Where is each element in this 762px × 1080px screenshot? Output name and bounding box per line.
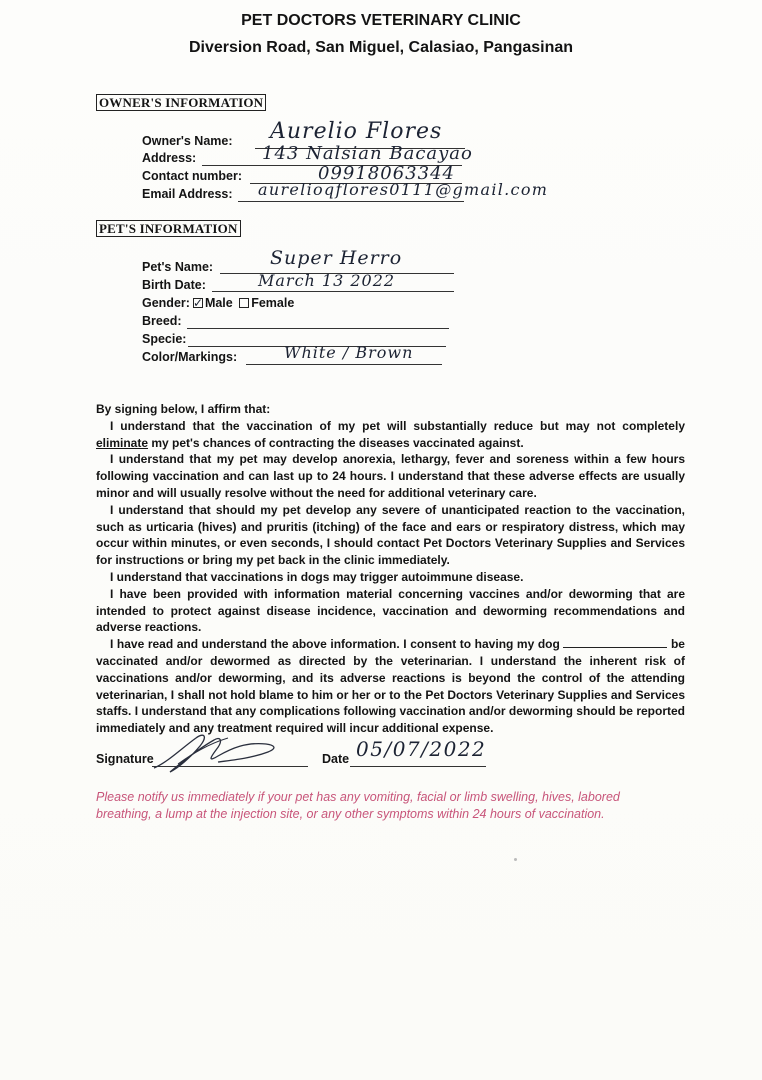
consent-paragraph-4: I understand that vaccinations in dogs may trigger autoimmune disease. xyxy=(110,569,524,584)
speck xyxy=(514,858,517,861)
specie-row xyxy=(142,331,186,348)
gender-label: Gender: xyxy=(142,296,190,310)
color-row xyxy=(142,349,237,366)
owner-section-title: OWNER'S INFORMATION xyxy=(96,94,266,111)
owner-contact-row xyxy=(142,168,242,185)
owner-name-row xyxy=(142,133,233,150)
breed-row xyxy=(142,313,182,330)
gender-row xyxy=(142,295,294,312)
specie-label: Specie: xyxy=(142,332,187,346)
gender-male-label: Male xyxy=(204,296,233,310)
owner-email-row xyxy=(142,186,233,203)
consent-paragraph-3: I understand that should my pet develop any severe of unanticipated reaction to the vaccination, such as urticaria (hives) and pruritis (itching) of the face and ears or respiratory distress, which may occur within minutes, or even seconds, I should contact Pet Doctors Veterinary Supplies and Services for instructions or bring my pet back in the clinic immediately. xyxy=(96,502,685,568)
birth-date-row xyxy=(142,277,206,294)
owner-address-label: Address: xyxy=(142,151,197,165)
pet-name-value: Super Herro xyxy=(270,247,403,269)
consent-text xyxy=(96,401,685,737)
owner-contact-value: 09918063344 xyxy=(318,163,455,184)
consent-paragraph-6: I have read and understand the above information. I consent to having my dog be vaccinated and/or dewormed as directed by the veterinarian. I understand the inherent risk of vaccinations and/or deworming, and its adverse reactions is beyond the control of the attending veterinarian, I shall not hold blame to him or her or to the Pet Doctors Veterinary Supplies and Services staffs. I understand that any complications following vaccination and/or deworming should be reported immediately and any treatment required will incur additional expense. xyxy=(96,637,685,736)
color-line xyxy=(246,364,442,365)
form-header xyxy=(0,10,762,60)
date-value: 05/07/2022 xyxy=(356,737,487,761)
gender-male-checkbox[interactable]: ✓ xyxy=(192,296,203,310)
consent-paragraph-1: I understand that the vaccination of my pet will substantially reduce but may not completely eliminate my pet's chances of contracting the diseases vaccinated against. xyxy=(96,418,685,450)
owner-contact-label: Contact number: xyxy=(142,169,242,183)
breed-line xyxy=(187,328,449,329)
owner-email-value: aurelioqflores0111@gmail.com xyxy=(258,180,549,199)
color-value: White / Brown xyxy=(284,343,414,362)
birth-date-line xyxy=(212,291,454,292)
owner-name-value: Aurelio Flores xyxy=(270,119,443,144)
birth-date-label: Birth Date: xyxy=(142,278,206,292)
signature-scribble xyxy=(148,728,288,776)
consent-paragraph-5: I have been provided with information material concerning vaccines and/or deworming that are intended to protect against disease incidence, vaccination and deworming recommendations and adverse reactions. xyxy=(96,586,685,635)
consent-intro: By signing below, I affirm that: xyxy=(96,402,271,416)
signature-label: Signature xyxy=(96,752,154,766)
date-label: Date xyxy=(322,752,350,766)
gender-female-checkbox[interactable] xyxy=(239,298,249,308)
color-label: Color/Markings: xyxy=(142,350,238,364)
clinic-address: Diversion Road, San Miguel, Calasiao, Pangasinan xyxy=(188,39,574,56)
consent-paragraph-2: I understand that my pet may develop anorexia, lethargy, fever and soreness within a few hours following vaccination and can last up to 24 hours. I understand that these adverse effects are usually minor and will usually resolve without the need for additional veterinary care. xyxy=(96,452,685,500)
owner-email-label: Email Address: xyxy=(142,187,233,201)
owner-email-line xyxy=(238,201,464,202)
warning-note: Please notify us immediately if your pet has any vomiting, facial or limb swelling, hives, labored breathing, a lump at the injection site, or any other symptoms within 24 hours of vaccination. xyxy=(96,790,620,821)
date-line xyxy=(350,766,486,767)
clinic-name: PET DOCTORS VETERINARY CLINIC xyxy=(241,12,521,29)
owner-address-value: 143 Nalsian Bacayao xyxy=(262,143,473,164)
pet-section-title: PET'S INFORMATION xyxy=(96,220,241,237)
dog-name-blank[interactable] xyxy=(563,637,667,648)
birth-date-value: March 13 2022 xyxy=(258,271,396,290)
pet-name-label: Pet's Name: xyxy=(142,260,214,274)
pet-name-row xyxy=(142,259,213,276)
breed-label: Breed: xyxy=(142,314,182,328)
owner-address-row xyxy=(142,150,196,167)
owner-name-label: Owner's Name: xyxy=(142,134,233,148)
gender-female-label: Female xyxy=(251,296,295,310)
